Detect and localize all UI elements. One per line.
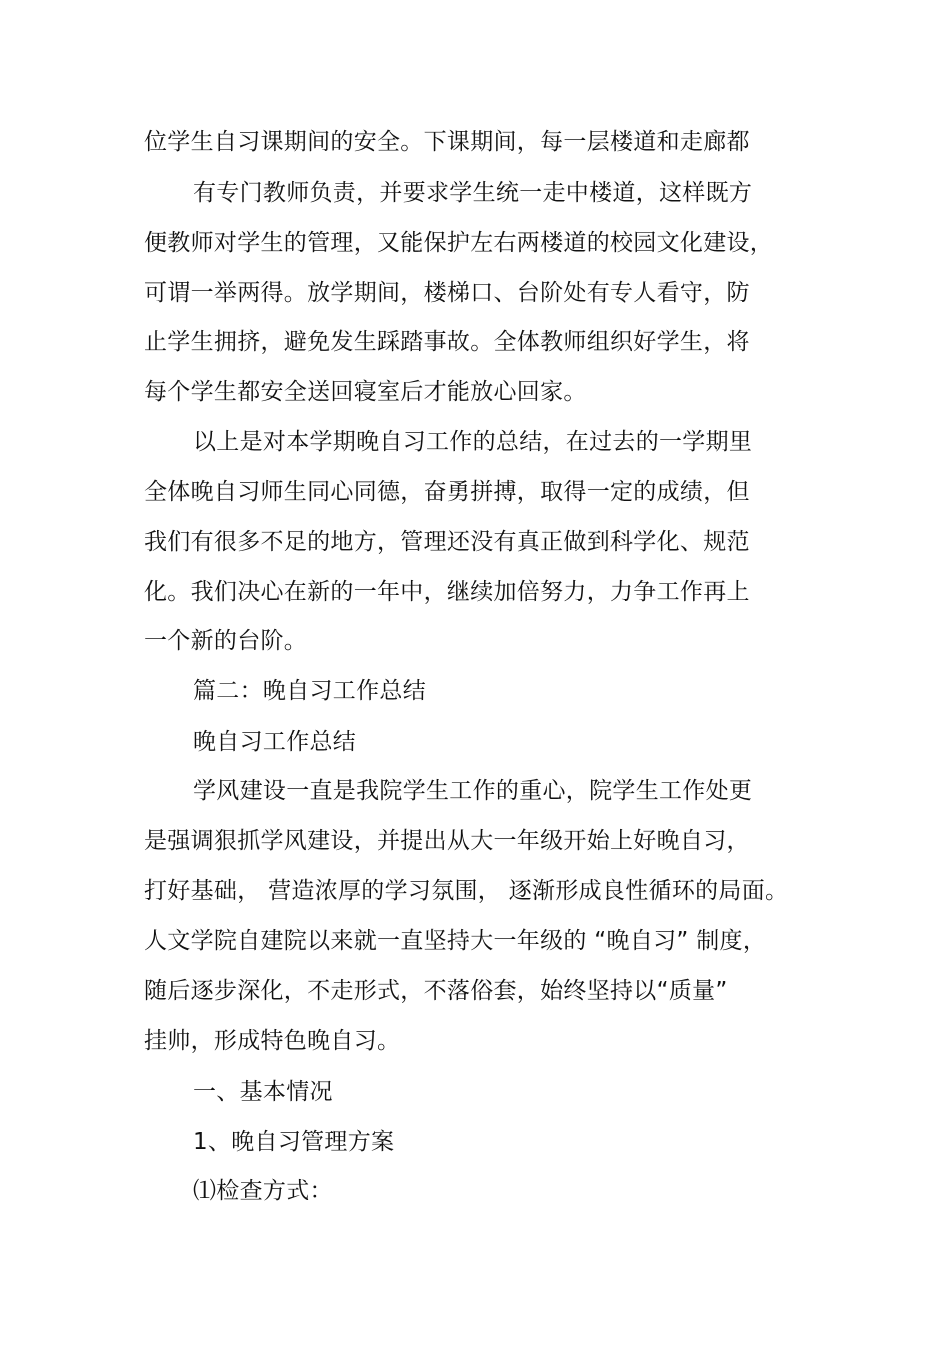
document-title: 晚自习工作总结 <box>193 729 357 755</box>
subheading-management-plan: 1、晚自习管理方案 <box>193 1129 395 1155</box>
subheading-inspection-method: ⑴检查方式： <box>193 1178 333 1204</box>
text-line: 是强调狠抓学风建设，并提出从大一年级开始上好晚自习， <box>144 828 750 854</box>
text-line: 位学生自习课期间的安全。下课期间，每一层楼道和走廊都 <box>144 129 750 155</box>
text-line: 可谓一举两得。放学期间，楼梯口、台阶处有专人看守，防 <box>144 280 750 306</box>
text-line: 一个新的台阶。 <box>144 628 308 654</box>
subheading-basic-situation: 一、基本情况 <box>193 1079 333 1105</box>
paragraph-start-line: 有专门教师负责，并要求学生统一走中楼道，这样既方 <box>193 180 753 206</box>
paragraph-start-line: 学风建设一直是我院学生工作的重心，院学生工作处更 <box>193 778 753 804</box>
text-line: 全体晚自习师生同心同德，奋勇拼搏，取得一定的成绩，但 <box>144 479 750 505</box>
text-line: 止学生拥挤，避免发生踩踏事故。全体教师组织好学生，将 <box>144 329 750 355</box>
text-line: 打好基础， 营造浓厚的学习氛围， 逐渐形成良性循环的局面。 <box>144 878 789 904</box>
paragraph-start-line: 以上是对本学期晚自习工作的总结，在过去的一学期里 <box>193 429 753 455</box>
text-line: 便教师对学生的管理，又能保护左右两楼道的校园文化建设， <box>144 230 774 256</box>
text-line: 人文学院自建院以来就一直坚持大一年级的 “晚自习” 制度， <box>144 928 767 954</box>
text-line: 随后逐步深化，不走形式，不落俗套，始终坚持以“质量” <box>144 978 728 1004</box>
text-line: 挂帅，形成特色晚自习。 <box>144 1028 401 1054</box>
text-line: 我们有很多不足的地方，管理还没有真正做到科学化、规范 <box>144 529 750 555</box>
section-heading: 篇二：晚自习工作总结 <box>193 678 426 704</box>
text-line: 化。我们决心在新的一年中，继续加倍努力，力争工作再上 <box>144 579 750 605</box>
text-line: 每个学生都安全送回寝室后才能放心回家。 <box>144 379 587 405</box>
